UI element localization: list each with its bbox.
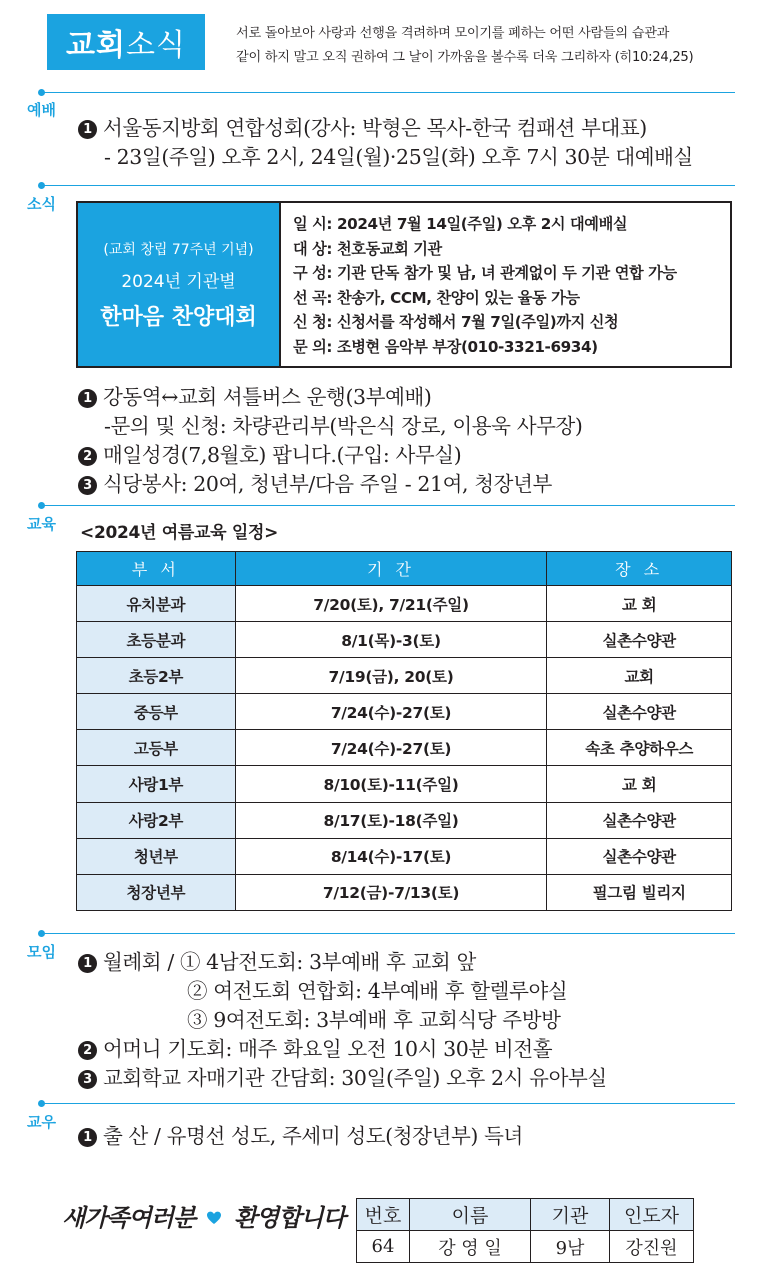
number-badge: 1	[78, 389, 97, 408]
table-cell: 강 영 일	[410, 1231, 531, 1263]
table-cell: 7/20(토), 7/21(주일)	[235, 586, 547, 622]
event-detail-key: 문 의:	[293, 337, 333, 356]
table-row	[77, 874, 732, 910]
event-announcement-box	[76, 201, 732, 368]
event-detail-key: 일 시:	[293, 215, 333, 233]
news-item-3	[78, 467, 552, 497]
section-label-worship: 예배	[27, 101, 56, 119]
table-row	[77, 802, 732, 838]
event-subtitle: (교회 창립 77주년 기념)	[103, 241, 254, 258]
column-header: 기관	[531, 1199, 610, 1231]
summer-schedule-table	[76, 551, 732, 911]
event-detail-key: 대 상:	[293, 239, 333, 258]
number-badge: 1	[78, 120, 97, 139]
title-bold: 교회	[66, 28, 126, 63]
column-header: 기 간	[235, 552, 547, 586]
meeting-item-3	[78, 1061, 607, 1091]
section-divider	[41, 92, 735, 93]
section-divider	[41, 933, 735, 934]
meeting-item-1-sub3: ③ 9여전도회: 3부예배 후 교회식당 주방방	[187, 1008, 561, 1032]
section-label-education: 교육	[27, 515, 56, 533]
event-detail-key: 선 곡:	[293, 288, 333, 307]
event-detail-value: 천호동교회 기관	[337, 239, 442, 258]
table-cell: 8/1(목)-3(토)	[235, 622, 547, 658]
fellowship-item-1-text: 출 산 / 유명선 성도, 주세미 성도(청장년부) 득녀	[103, 1124, 523, 1148]
table-cell: 교회	[547, 658, 732, 694]
event-detail-key: 신 청:	[293, 313, 333, 331]
table-cell: 필그림 빌리지	[547, 874, 732, 910]
event-detail-value: 찬송가, CCM, 찬양이 있는 율동 가능	[337, 288, 580, 307]
column-header: 번호	[357, 1199, 410, 1231]
table-cell: 교 회	[547, 586, 732, 622]
welcome-message	[62, 1198, 345, 1233]
table-cell: 유치분과	[77, 586, 236, 622]
table-cell: 초등분과	[77, 622, 236, 658]
event-detail-value: 신청서를 작성해서 7월 7일(주일)까지 신청	[337, 313, 619, 331]
verse-line-1: 서로 돌아보아 사랑과 선행을 격려하며 모이기를 폐하는 어떤 사람들의 습관과	[236, 26, 670, 41]
number-badge: 3	[78, 1070, 97, 1089]
column-header: 장 소	[547, 552, 732, 586]
event-detail-row	[293, 286, 730, 311]
table-cell: 고등부	[77, 730, 236, 766]
welcome-text-1: 새가족여러분	[62, 1203, 196, 1232]
section-label-news: 소식	[27, 195, 56, 213]
table-cell: 실촌수양관	[547, 802, 732, 838]
section-label-meeting: 모임	[27, 943, 56, 961]
table-cell: 8/17(토)-18(주일)	[235, 802, 547, 838]
title-light: 소식	[126, 28, 186, 63]
table-header-row	[357, 1199, 694, 1231]
table-cell: 9남	[531, 1231, 610, 1263]
table-cell: 속초 추양하우스	[547, 730, 732, 766]
table-cell: 실촌수양관	[547, 694, 732, 730]
table-header-row	[77, 552, 732, 586]
column-header: 이름	[410, 1199, 531, 1231]
schedule-title: <2024년 여름교육 일정>	[80, 523, 279, 543]
table-cell: 64	[357, 1231, 410, 1263]
table-cell: 실촌수양관	[547, 622, 732, 658]
table-cell: 7/12(금)-7/13(토)	[235, 874, 547, 910]
worship-item-1-detail: - 23일(주일) 오후 2시, 24일(월)·25일(화) 오후 7시 30분 대예배실	[104, 145, 693, 169]
event-detail-row	[293, 237, 730, 262]
welcome-text-2: 환영합니다	[233, 1203, 345, 1232]
table-cell: 청장년부	[77, 874, 236, 910]
event-detail-row	[293, 335, 730, 360]
number-badge: 3	[78, 476, 97, 495]
bible-verse	[236, 22, 756, 70]
event-detail-row	[293, 310, 730, 335]
column-header: 부 서	[77, 552, 236, 586]
heart-icon	[206, 1210, 222, 1226]
event-detail-value: 조병현 음악부 부장(010-3321-6934)	[337, 337, 598, 356]
table-cell: 8/10(토)-11(주일)	[235, 766, 547, 802]
news-item-1	[78, 380, 432, 410]
event-title: 한마음 찬양대회	[100, 304, 257, 330]
section-divider	[41, 1103, 735, 1104]
table-cell: 사랑2부	[77, 802, 236, 838]
table-row	[77, 694, 732, 730]
table-cell: 중등부	[77, 694, 236, 730]
section-label-fellowship: 교우	[27, 1113, 56, 1131]
event-detail-row	[293, 261, 730, 286]
event-detail-value: 2024년 7월 14일(주일) 오후 2시 대예배실	[337, 215, 628, 233]
table-cell: 7/24(수)-27(토)	[235, 694, 547, 730]
section-divider	[41, 505, 735, 506]
meeting-item-1-text: 월례회 / ① 4남전도회: 3부예배 후 교회 앞	[103, 950, 476, 974]
section-divider	[41, 185, 735, 186]
table-row	[357, 1231, 694, 1263]
news-item-1-text: 강동역↔교회 셔틀버스 운행(3부예배)	[103, 385, 432, 409]
event-detail-value: 기관 단독 참가 및 남, 녀 관계없이 두 기관 연합 가능	[337, 264, 677, 282]
news-item-1-detail: -문의 및 신청: 차량관리부(박은식 장로, 이용욱 사무장)	[104, 414, 583, 438]
new-member-table	[356, 1198, 694, 1263]
table-cell: 청년부	[77, 838, 236, 874]
news-item-3-text: 식당봉사: 20여, 청년부/다음 주일 - 21여, 청장년부	[103, 472, 552, 496]
table-cell: 사랑1부	[77, 766, 236, 802]
table-row	[77, 622, 732, 658]
news-item-2-text: 매일성경(7,8월호) 팝니다.(구입: 사무실)	[103, 443, 462, 467]
fellowship-item-1	[78, 1119, 523, 1149]
verse-line-2: 같이 하지 말고 오직 권하여 그 날이 가까움을 볼수록 더욱 그리하자 (히10:24,25)	[236, 50, 694, 65]
table-cell: 교 회	[547, 766, 732, 802]
event-details	[281, 203, 730, 366]
worship-item-1	[78, 111, 647, 141]
meeting-item-1-sub2: ② 여전도회 연합회: 4부예배 후 할렐루야실	[187, 979, 568, 1003]
number-badge: 2	[78, 1041, 97, 1060]
table-cell: 7/19(금), 20(토)	[235, 658, 547, 694]
event-detail-row	[293, 212, 730, 237]
number-badge: 1	[78, 954, 97, 973]
meeting-item-2	[78, 1032, 552, 1062]
table-cell: 초등2부	[77, 658, 236, 694]
event-detail-key: 구 성:	[293, 264, 333, 282]
table-row	[77, 586, 732, 622]
meeting-item-2-text: 어머니 기도회: 매주 화요일 오전 10시 30분 비전홀	[103, 1037, 553, 1061]
section-title-badge	[47, 14, 205, 70]
table-cell: 강진원	[610, 1231, 694, 1263]
number-badge: 2	[78, 447, 97, 466]
event-title-panel	[78, 203, 281, 366]
table-cell: 8/14(수)-17(토)	[235, 838, 547, 874]
table-row	[77, 658, 732, 694]
table-row	[77, 730, 732, 766]
meeting-item-1	[78, 945, 476, 975]
event-year: 2024년 기관별	[121, 271, 236, 292]
number-badge: 1	[78, 1128, 97, 1147]
table-row	[77, 766, 732, 802]
meeting-item-3-text: 교회학교 자매기관 간담회: 30일(주일) 오후 2시 유아부실	[103, 1066, 607, 1090]
news-item-2	[78, 438, 461, 468]
table-cell: 7/24(수)-27(토)	[235, 730, 547, 766]
worship-item-1-text: 서울동지방회 연합성회(강사: 박형은 목사-한국 컴패션 부대표)	[103, 116, 647, 140]
table-row	[77, 838, 732, 874]
column-header: 인도자	[610, 1199, 694, 1231]
table-cell: 실촌수양관	[547, 838, 732, 874]
